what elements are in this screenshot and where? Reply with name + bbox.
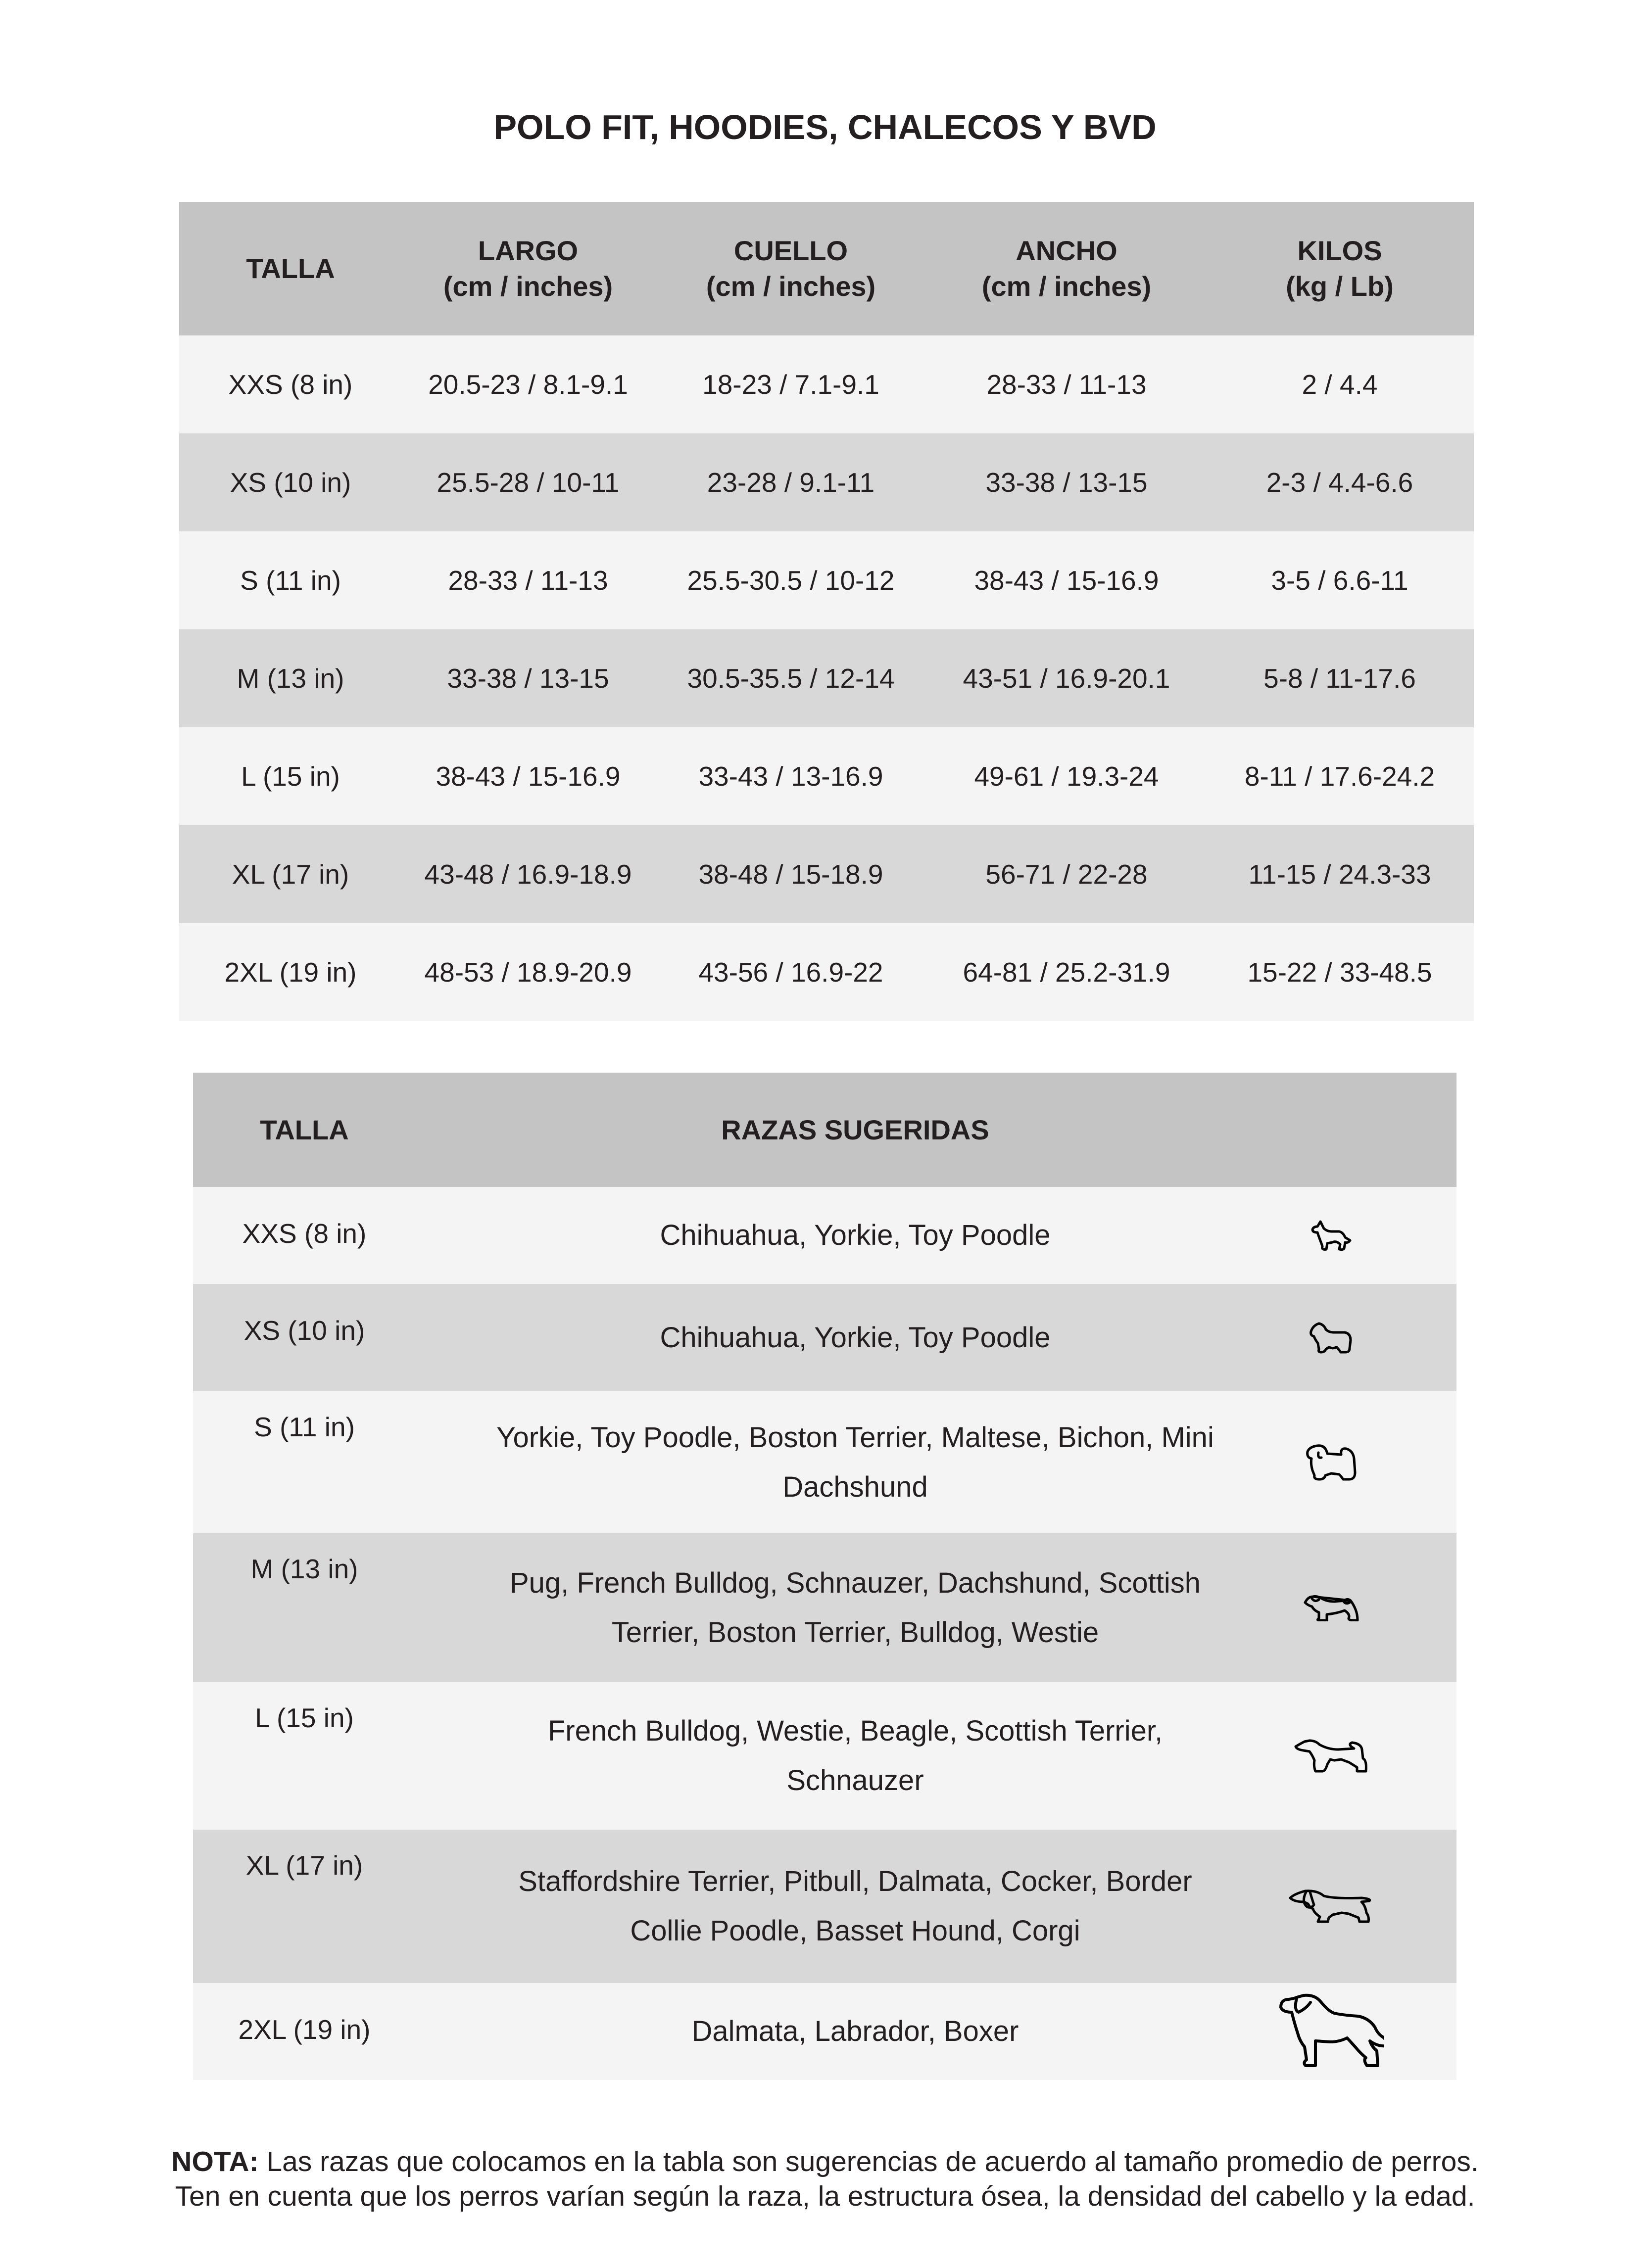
razas-text: Dalmata, Labrador, Boxer (691, 2015, 1019, 2047)
header-title: CUELLO (733, 235, 848, 266)
cell-largo: 33-38 / 13-15 (447, 663, 609, 694)
cell-ancho: 38-43 / 15-16.9 (974, 565, 1159, 596)
table-header-row (179, 202, 1474, 335)
cell-talla: M (13 in) (237, 663, 344, 694)
table-row (179, 335, 1474, 433)
icon-cell (1267, 1533, 1456, 1682)
cell-talla: XS (10 in) (230, 467, 351, 498)
cell-ancho: 49-61 / 19.3-24 (974, 761, 1159, 792)
cell-kilos: 2-3 / 4.4-6.6 (1266, 467, 1413, 498)
cell-razas (416, 1830, 1267, 1983)
header-title: ANCHO (1016, 235, 1117, 266)
yorkie-dog-icon (1309, 1322, 1354, 1354)
table-row (179, 923, 1474, 1021)
icon-cell (1267, 1284, 1456, 1391)
cell-talla: M (13 in) (250, 1554, 358, 1584)
cell-talla: XL (17 in) (245, 1850, 363, 1881)
header-unit: (kg / Lb) (1286, 271, 1394, 302)
razas-text: Chihuahua, Yorkie, Toy Poodle (660, 1219, 1051, 1251)
icon-cell (1267, 1187, 1456, 1284)
cell-razas (416, 1983, 1267, 2080)
cell-ancho: 28-33 / 11-13 (986, 369, 1147, 400)
cell-largo: 20.5-23 / 8.1-9.1 (428, 369, 628, 400)
table-header-row (193, 1073, 1456, 1187)
labrador-dog-icon (1279, 1993, 1384, 2070)
table-row (193, 1284, 1456, 1391)
cell-razas (416, 1284, 1267, 1391)
table-row (193, 1682, 1456, 1830)
cell-talla: S (11 in) (240, 565, 341, 596)
cell-talla: L (15 in) (241, 761, 340, 792)
table-row (179, 433, 1474, 531)
cell-talla: XL (17 in) (232, 859, 349, 890)
cell-largo: 43-48 / 16.9-18.9 (424, 859, 632, 890)
cell-talla: L (15 in) (255, 1702, 354, 1733)
header-razas: RAZAS SUGERIDAS (721, 1114, 989, 1145)
table-row (179, 727, 1474, 825)
cell-kilos: 11-15 / 24.3-33 (1248, 859, 1431, 890)
cell-cuello: 25.5-30.5 / 10-12 (687, 565, 895, 596)
footnote-line-1 (0, 2144, 1650, 2179)
cell-razas (416, 1187, 1267, 1284)
footnote-text-1: Las razas que colocamos en la tabla son sugerencias de acuerdo al tamaño promedio de perros. (266, 2146, 1479, 2177)
cell-ancho: 64-81 / 25.2-31.9 (963, 957, 1170, 988)
pug-dog-icon (1302, 1595, 1360, 1621)
razas-text: Yorkie, Toy Poodle, Boston Terrier, Maltese, Bichon, Mini Dachshund (496, 1421, 1214, 1503)
header-unit: (cm / inches) (981, 271, 1152, 302)
cell-kilos: 3-5 / 6.6-11 (1271, 565, 1408, 596)
page-title: POLO FIT, HOODIES, CHALECOS Y BVD (493, 108, 1157, 146)
header-title: LARGO (478, 235, 579, 266)
cell-cuello: 23-28 / 9.1-11 (707, 467, 875, 498)
table-row (193, 1983, 1456, 2080)
cell-razas (416, 1533, 1267, 1682)
measurements-table (179, 202, 1474, 1021)
table-row (193, 1533, 1456, 1682)
cell-cuello: 33-43 / 13-16.9 (698, 761, 883, 792)
cell-talla: XXS (8 in) (228, 369, 353, 400)
razas-text: Pug, French Bulldog, Schnauzer, Dachshund, Scottish Terrier, Boston Terrier, Bulldog, Westie (509, 1566, 1201, 1649)
footnote-label: NOTA: (171, 2146, 259, 2177)
table-row (179, 531, 1474, 629)
header-title: KILOS (1297, 235, 1382, 266)
cocker-dog-icon (1287, 1889, 1375, 1924)
icon-cell (1267, 1391, 1456, 1533)
table-row (193, 1187, 1456, 1284)
cell-cuello: 43-56 / 16.9-22 (698, 957, 883, 988)
cell-talla: XS (10 in) (243, 1315, 365, 1346)
header-talla: TALLA (260, 1114, 349, 1145)
table-row (179, 825, 1474, 923)
table-row (179, 629, 1474, 727)
cell-largo: 25.5-28 / 10-11 (437, 467, 620, 498)
cell-kilos: 5-8 / 11-17.6 (1263, 663, 1416, 694)
header-cuello (654, 202, 927, 335)
cell-razas (416, 1682, 1267, 1830)
cell-largo: 48-53 / 18.9-20.9 (424, 957, 632, 988)
icon-cell (1267, 1830, 1456, 1983)
razas-text: Chihuahua, Yorkie, Toy Poodle (660, 1321, 1051, 1354)
schnauzer-dog-icon (1294, 1739, 1369, 1773)
header-unit: (cm / inches) (706, 271, 876, 302)
header-largo (402, 202, 654, 335)
table-row (193, 1830, 1456, 1983)
icon-cell (1267, 1682, 1456, 1830)
maltese-dog-icon (1306, 1444, 1357, 1481)
razas-text: Staffordshire Terrier, Pitbull, Dalmata, Cocker, Border Collie Poodle, Basset Hound, Corgi (518, 1865, 1192, 1947)
razas-text: French Bulldog, Westie, Beagle, Scottish Terrier, Schnauzer (547, 1715, 1163, 1796)
chihuahua-dog-icon (1310, 1220, 1352, 1251)
cell-talla: 2XL (19 in) (238, 2014, 371, 2045)
footnote-line-2: Ten en cuenta que los perros varían según la raza, la estructura ósea, la densidad del cabello y la edad. (175, 2180, 1475, 2212)
header-talla (179, 202, 402, 335)
cell-razas (416, 1391, 1267, 1533)
cell-kilos: 8-11 / 17.6-24.2 (1244, 761, 1435, 792)
cell-largo: 28-33 / 11-13 (448, 565, 608, 596)
cell-talla: S (11 in) (254, 1412, 355, 1442)
cell-talla: 2XL (19 in) (224, 957, 357, 988)
cell-ancho: 56-71 / 22-28 (985, 859, 1148, 890)
header-unit: (cm / inches) (443, 271, 613, 302)
cell-talla: XXS (8 in) (242, 1218, 367, 1249)
cell-kilos: 15-22 / 33-48.5 (1247, 957, 1432, 988)
cell-ancho: 33-38 / 13-15 (985, 467, 1148, 498)
cell-largo: 38-43 / 15-16.9 (436, 761, 621, 792)
header-kilos (1206, 202, 1474, 335)
breeds-table (193, 1073, 1456, 2080)
header-title: TALLA (246, 253, 335, 284)
icon-cell (1267, 1983, 1456, 2080)
header-ancho (927, 202, 1206, 335)
cell-cuello: 30.5-35.5 / 12-14 (687, 663, 895, 694)
cell-ancho: 43-51 / 16.9-20.1 (963, 663, 1170, 694)
cell-cuello: 38-48 / 15-18.9 (698, 859, 883, 890)
cell-cuello: 18-23 / 7.1-9.1 (702, 369, 879, 400)
cell-kilos: 2 / 4.4 (1302, 369, 1378, 400)
table-row (193, 1391, 1456, 1533)
footnote (0, 2144, 1650, 2214)
